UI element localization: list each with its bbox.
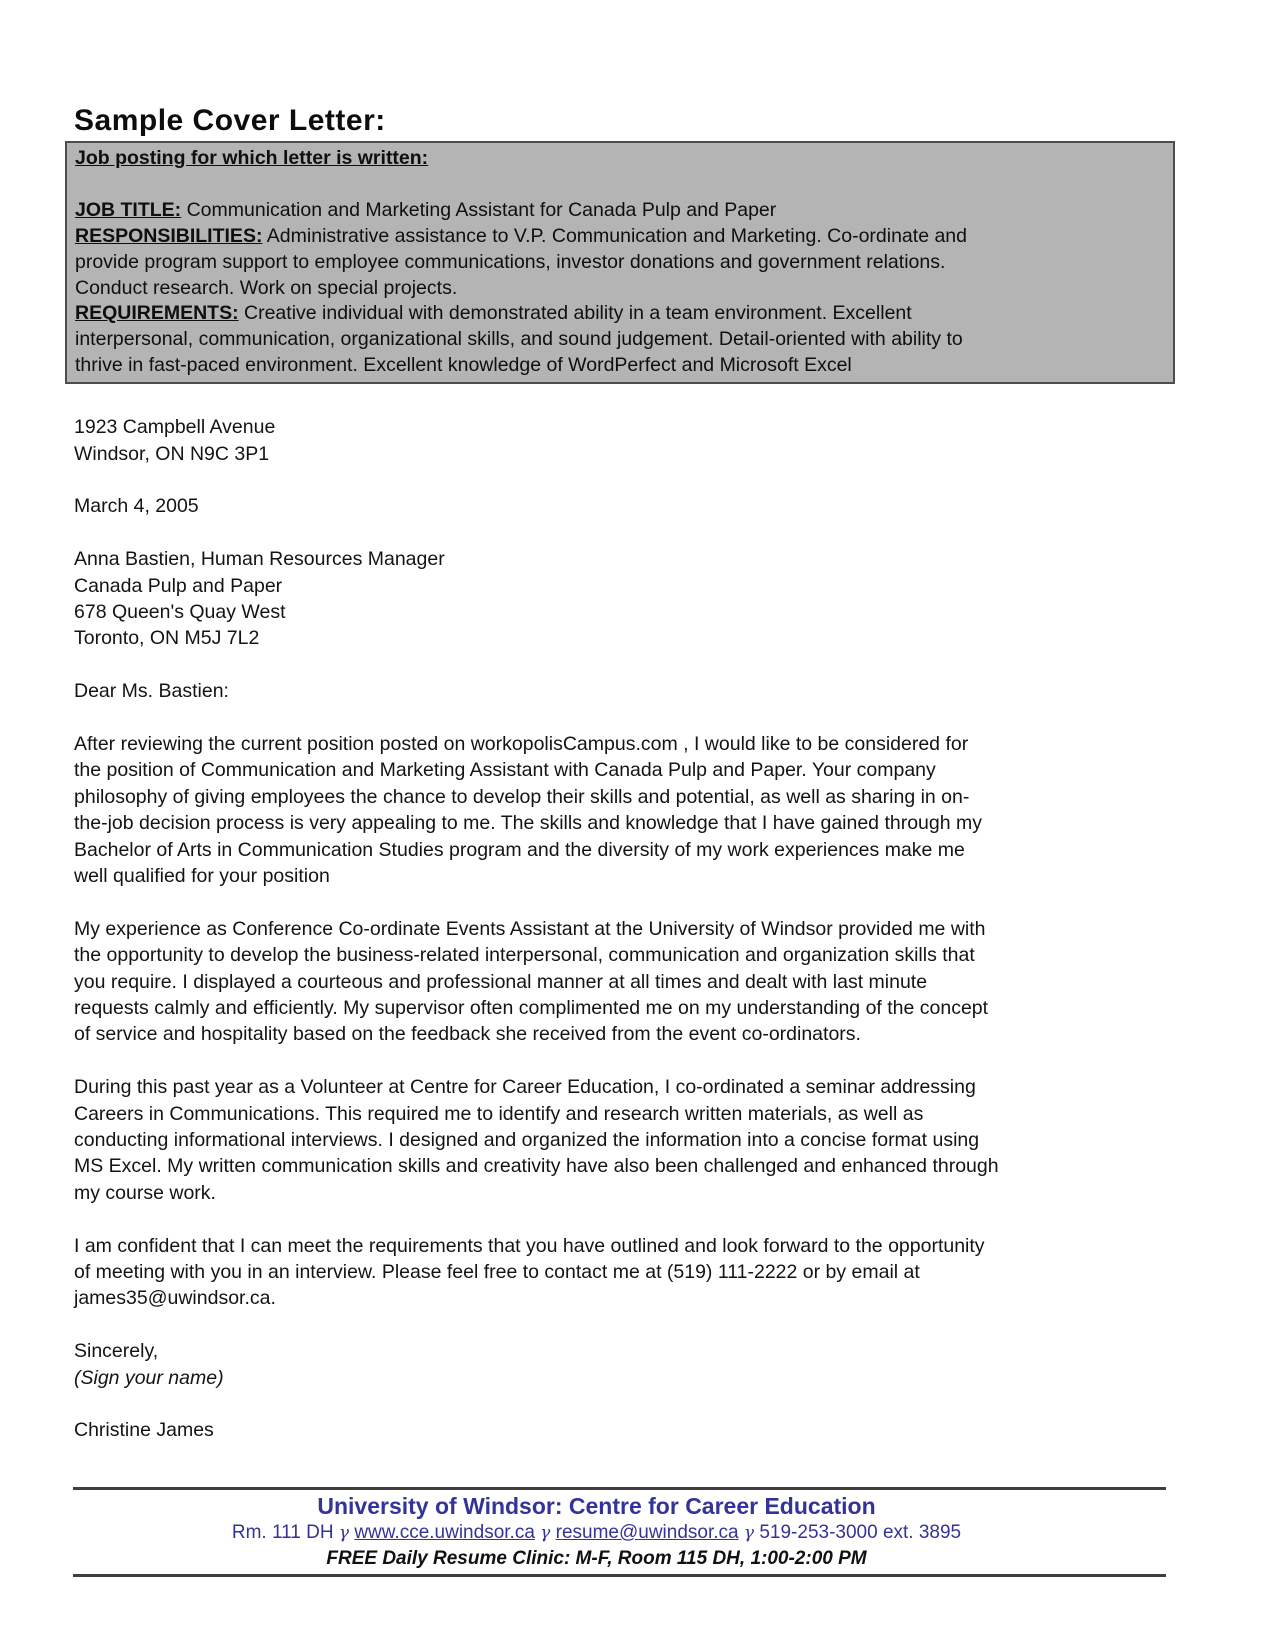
- requirements-label: REQUIREMENTS:: [75, 302, 239, 325]
- footer-rule-bottom: [73, 1574, 1166, 1577]
- paragraph-line: My experience as Conference Co-ordinate Events Assistant at the University of Windsor provided me with: [74, 917, 986, 940]
- job-box-line: provide program support to employee communications, investor donations and government relations.: [75, 250, 946, 273]
- paragraph-line: After reviewing the current position posted on workopolisCampus.com , I would like to be considered for: [74, 732, 969, 755]
- blank-line: [74, 705, 1275, 731]
- paragraph-line: requests calmly and efficiently. My supervisor often complimented me on my understanding of the concept: [74, 997, 989, 1019]
- paragraph-line: MS Excel. My written communication skills and creativity have also been challenged and enhanced through: [74, 1155, 999, 1178]
- recipient-address-line: Canada Pulp and Paper: [74, 574, 283, 597]
- sender-address-line: 1923 Campbell Avenue: [74, 416, 276, 439]
- job-box-heading-line: [75, 146, 1165, 172]
- footer: [73, 1487, 1166, 1577]
- job-box-line: interpersonal, communication, organizational skills, and sound judgement. Detail-oriented with ability to: [75, 328, 963, 351]
- blank-line: [74, 1312, 1275, 1338]
- blank-line: [74, 1048, 1275, 1074]
- job-box-line: [75, 224, 1165, 250]
- footer-text: [73, 1493, 1120, 1571]
- paragraph-line: During this past year as a Volunteer at Centre for Career Education, I co-ordinated a seminar addressing: [74, 1076, 976, 1099]
- recipient-address-line: Toronto, ON M5J 7L2: [74, 627, 260, 650]
- job-box-line: [75, 301, 1165, 327]
- letter-date: March 4, 2005: [74, 495, 199, 518]
- paragraph-line: my course work.: [74, 1181, 216, 1204]
- blank-line: [74, 1391, 1275, 1417]
- blank-line: [74, 1206, 1275, 1232]
- job-box-line: thrive in fast-paced environment. Excellent knowledge of WordPerfect and Microsoft Excel: [75, 354, 852, 377]
- footer-room: Rm. 111 DH: [231, 1522, 334, 1543]
- paragraph-line: the opportunity to develop the business-related interpersonal, communication and organization skills that: [74, 944, 975, 967]
- paragraph-line: conducting informational interviews. I designed and organized the information into a concise format using: [74, 1129, 980, 1152]
- paragraph-line: well qualified for your position: [74, 864, 330, 887]
- resume-clinic-note: FREE Daily Resume Clinic: M-F, Room 115 DH, 1:00-2:00 PM: [326, 1548, 867, 1569]
- responsibilities-text: Administrative assistance to V.P. Communication and Marketing. Co-ordinate and: [262, 224, 967, 247]
- footer-phone: 519-253-3000 ext. 3895: [759, 1522, 962, 1543]
- recipient-address-line: 678 Queen's Quay West: [74, 600, 286, 623]
- paragraph-line: the position of Communication and Marketing Assistant with Canada Pulp and Paper. Your company: [74, 759, 936, 782]
- salutation: Dear Ms. Bastien:: [74, 680, 229, 703]
- blank-line: [75, 172, 1165, 198]
- job-box-heading: Job posting for which letter is written:: [75, 147, 429, 169]
- paragraph-line: philosophy of giving employees the chance to develop their skills and potential, as well as sharing in on-: [74, 785, 970, 808]
- job-box-line: [75, 198, 1165, 224]
- responsibilities-label: RESPONSIBILITIES:: [75, 224, 263, 247]
- job-box-line: Conduct research. Work on special projects.: [75, 276, 458, 299]
- recipient-address-line: Anna Bastien, Human Resources Manager: [74, 548, 445, 571]
- job-posting-box: [65, 141, 1175, 384]
- paragraph-line: of meeting with you in an interview. Please feel free to contact me at (519) 111-2222 or by email at: [74, 1261, 920, 1284]
- paragraph-line: I am confident that I can meet the requirements that you have outlined and look forward to the opportunity: [74, 1234, 985, 1257]
- paragraph-line: Careers in Communications. This required me to identify and research written materials, as well as: [74, 1102, 924, 1125]
- sign-your-name-note: (Sign your name): [74, 1366, 224, 1389]
- requirements-text: Creative individual with demonstrated ability in a team environment. Excellent: [238, 302, 912, 325]
- email-link[interactable]: resume@uwindsor.ca: [555, 1522, 739, 1543]
- job-title-text: Communication and Marketing Assistant for Canada Pulp and Paper: [181, 198, 777, 221]
- paragraph-line: Bachelor of Arts in Communication Studies program and the diversity of my work experiences make me: [74, 838, 965, 861]
- gamma-separator-icon: γ: [540, 1523, 551, 1543]
- paragraph-line: of service and hospitality based on the feedback she received from the event co-ordinators.: [74, 1023, 861, 1046]
- gamma-separator-icon: γ: [338, 1523, 350, 1543]
- paragraph-line: you require. I displayed a courteous and professional manner at all times and dealt with last minute: [74, 970, 928, 993]
- paragraph-line: james35@uwindsor.ca.: [74, 1287, 276, 1310]
- letter-body: [74, 414, 1275, 1444]
- footer-contact-line: [73, 1520, 1120, 1546]
- blank-line: [74, 520, 1275, 546]
- page-title: Sample Cover Letter:: [74, 104, 386, 137]
- footer-rule-top: [73, 1487, 1166, 1490]
- gamma-separator-icon: γ: [743, 1523, 755, 1543]
- blank-line: [74, 467, 1275, 493]
- blank-line: [74, 652, 1275, 678]
- paragraph-line: the-job decision process is very appealing to me. The skills and knowledge that I have gained through my: [74, 812, 982, 835]
- signature-name: Christine James: [74, 1419, 214, 1442]
- closing: Sincerely,: [74, 1340, 159, 1363]
- blank-line: [74, 889, 1275, 915]
- footer-title: University of Windsor: Centre for Career Education: [317, 1493, 876, 1519]
- job-title-label: JOB TITLE:: [75, 198, 182, 221]
- sender-address-line: Windsor, ON N9C 3P1: [74, 442, 270, 465]
- website-link[interactable]: www.cce.uwindsor.ca: [354, 1522, 535, 1543]
